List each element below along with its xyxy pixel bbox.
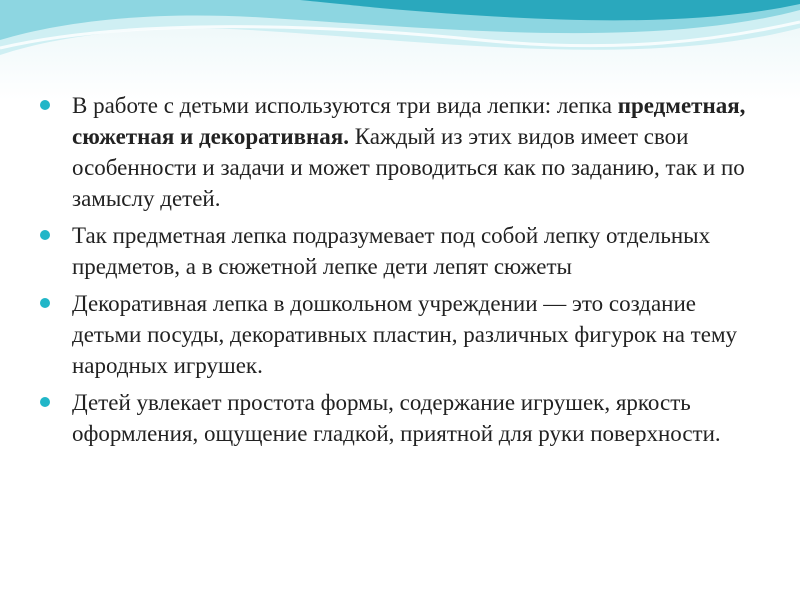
bullet-item [40,220,760,282]
text-segment: Так предметная лепка подразумевает под собой лепку отдельных предметов, а в сюжетной лепке дети лепят сюжеты [72,223,711,279]
bullet-dot-icon [40,100,50,110]
text-segment: В работе с детьми используются три вида лепки: лепка [72,93,618,118]
bullet-dot-icon [40,230,50,240]
header-wave-decoration [0,0,800,100]
bullet-item [40,288,760,381]
text-segment: Детей увлекает простота формы, содержание игрушек, яркость оформления, ощущение гладкой, приятной для руки поверхности. [72,390,721,446]
text-segment: Декоративная лепка в дошкольном учреждении — это создание детьми посуды, декоративных пластин, различных фигурок на тему народных игрушек. [72,291,738,378]
bold-text-segment: предметная, сюжетная и декоративная. [72,93,746,149]
bullet-item [40,387,760,449]
bullet-text [72,387,752,449]
bullet-dot-icon [40,298,50,308]
bullet-list [40,90,760,455]
bullet-item [40,90,760,214]
bullet-dot-icon [40,397,50,407]
text-segment: Каждый из этих видов имеет свои особенности и задачи и может проводиться как по заданию, так и по замыслу детей. [72,124,745,211]
bullet-text [72,90,752,214]
bullet-text [72,220,752,282]
bullet-text [72,288,752,381]
